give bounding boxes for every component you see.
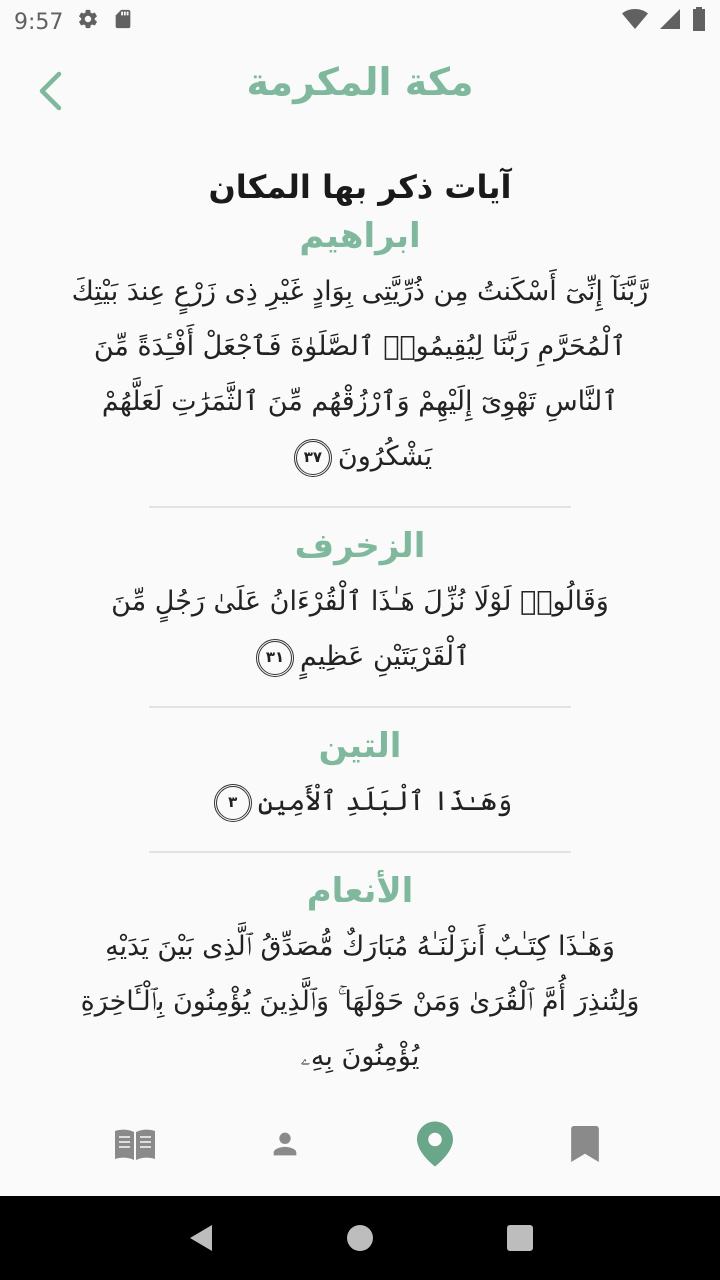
status-bar xyxy=(0,0,720,44)
signal-icon xyxy=(658,7,682,37)
system-back-button[interactable] xyxy=(175,1213,225,1263)
nav-item-places[interactable] xyxy=(405,1114,465,1174)
ayah-verse: رَّبَّنَآ إِنِّىٓ أَسْكَنتُ مِن ذُرِّيَّتِى بِوَادٍ غَيْرِ ذِى زَرْعٍ عِندَ بَيْتِكَ ٱلْمُحَرَّمِ رَبَّنَا لِيُقِيمُوا۟ ٱلصَّلَوٰةَ فَٱجْعَلْ أَفْـِٔدَةً مِّنَ ٱلنَّاسِ تَهْوِىٓ إِلَيْهِمْ وَٱرْزُقْهُم مِّنَ ٱلثَّمَرَٰتِ لَعَلَّهُمْ يَشْكُرُونَ xyxy=(71,276,649,472)
gear-icon xyxy=(77,8,99,36)
nav-item-quran[interactable] xyxy=(105,1114,165,1174)
sd-card-icon xyxy=(113,8,133,36)
ayah-number-badge: ٣١ xyxy=(256,639,294,677)
nav-item-profile[interactable] xyxy=(255,1114,315,1174)
divider xyxy=(149,851,571,853)
surah-name: التين xyxy=(318,726,402,766)
ayah-verse: وَهَـٰذَا كِتَـٰبٌ أَنزَلْنَـٰهُ مُبَارَكٌ مُّصَدِّقُ ٱلَّذِى بَيْنَ يَدَيْهِ وَلِتُنذِرَ أُمَّ ٱلْقُرَىٰ وَمَنْ حَوْلَهَا ۚ وَٱلَّذِينَ يُؤْمِنُونَ بِٱلْـَٔاخِرَةِ يُؤْمِنُونَ بِهِۦ xyxy=(80,931,640,1072)
system-nav-bar xyxy=(0,1196,720,1280)
ayah-text xyxy=(70,264,650,484)
surah-name: الزخرف xyxy=(294,526,426,566)
ayah-verse: وَهَـٰذَا ٱلْبَلَدِ ٱلْأَمِينِ xyxy=(257,786,513,817)
system-recents-button[interactable] xyxy=(495,1213,545,1263)
ayah-text xyxy=(70,774,650,829)
section-heading: آيات ذكر بها المكان xyxy=(208,168,512,206)
system-home-button[interactable] xyxy=(335,1213,385,1263)
surah-block xyxy=(0,526,720,684)
surah-name: ابراهيم xyxy=(299,216,421,256)
surah-block xyxy=(0,726,720,829)
status-right xyxy=(622,7,706,37)
surah-block xyxy=(0,216,720,484)
ayah-text xyxy=(70,574,650,684)
nav-item-bookmarks[interactable] xyxy=(555,1114,615,1174)
surah-block xyxy=(0,871,720,1084)
divider xyxy=(149,706,571,708)
status-left xyxy=(14,8,133,36)
ayah-number-badge: ٣ xyxy=(214,784,252,822)
bottom-nav xyxy=(0,1092,720,1196)
ayat-list[interactable] xyxy=(0,150,720,1088)
location-pin-icon xyxy=(417,1121,453,1167)
app-header xyxy=(0,44,720,136)
ayah-verse: وَقَالُوا۟ لَوْلَا نُزِّلَ هَـٰذَا ٱلْقُرْءَانُ عَلَىٰ رَجُلٍ مِّنَ ٱلْقَرْيَتَيْنِ عَظِيمٍ xyxy=(111,586,609,672)
bookmark-icon xyxy=(571,1126,599,1162)
ayah-number-badge: ٣٧ xyxy=(294,439,332,477)
person-icon xyxy=(268,1127,302,1161)
book-icon xyxy=(113,1127,157,1161)
surah-name: الأنعام xyxy=(306,871,414,911)
ayah-text xyxy=(70,919,650,1084)
circle-home-icon xyxy=(346,1224,374,1252)
page-title: مكة المكرمة xyxy=(246,60,474,104)
battery-icon xyxy=(692,7,706,37)
status-time: 9:57 xyxy=(14,9,64,35)
divider xyxy=(149,506,571,508)
square-recents-icon xyxy=(506,1224,534,1252)
triangle-back-icon xyxy=(186,1223,214,1253)
wifi-icon xyxy=(622,8,648,36)
